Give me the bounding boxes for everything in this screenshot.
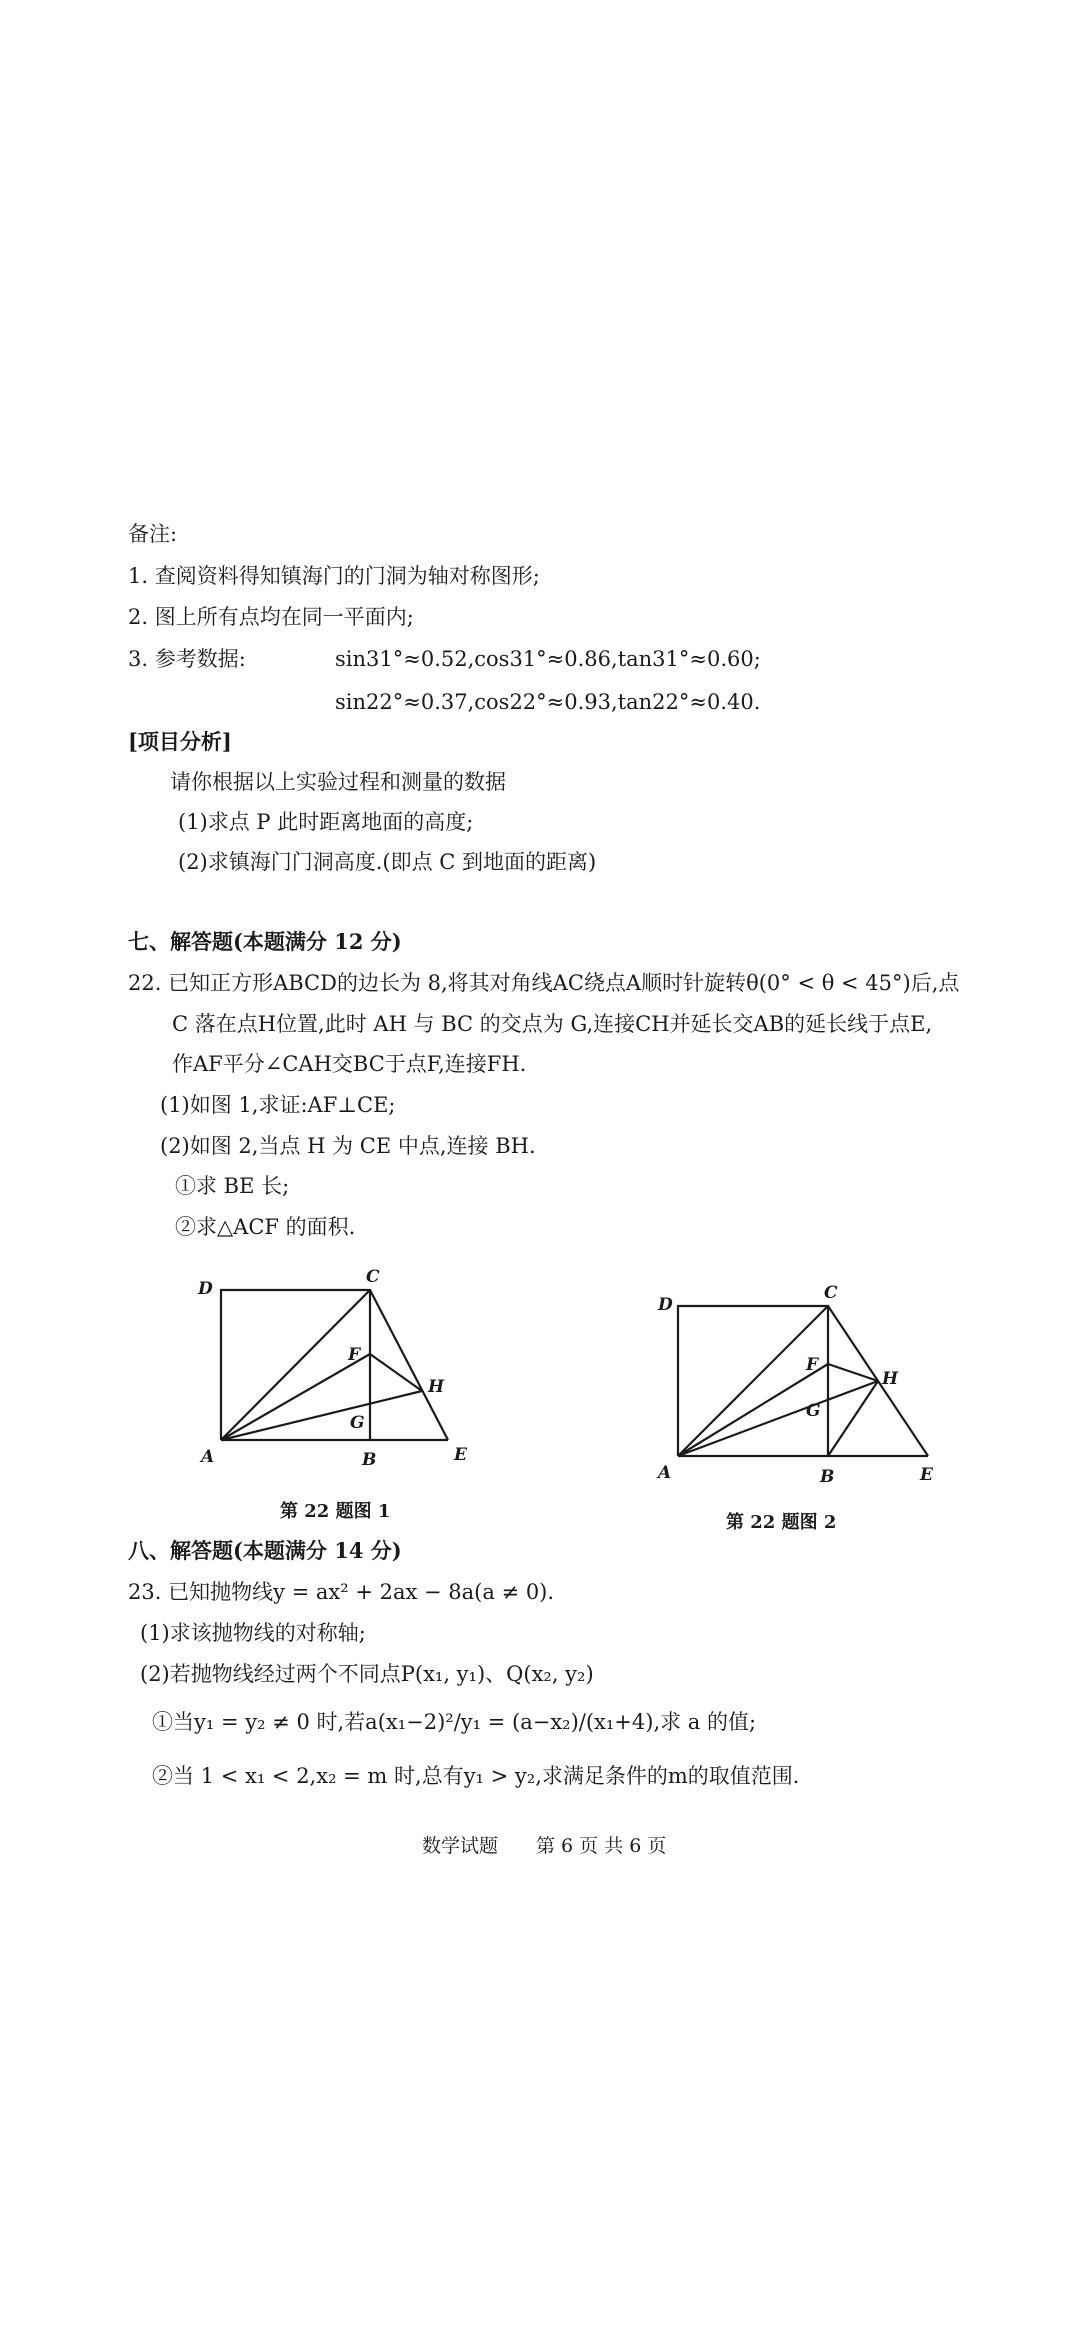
label-b: B <box>362 1450 377 1470</box>
notes-heading: 备注: <box>128 522 178 546</box>
label-d: D <box>658 1295 673 1315</box>
notes-item-2: 2. 图上所有点均在同一平面内; <box>128 605 414 629</box>
question-22-line-2: C 落在点H位置,此时 AH 与 BC 的交点为 G,连接CH并延长交AB的延长线于点E, <box>172 1012 933 1036</box>
question-22-part-1: (1)如图 1,求证:AF⊥CE; <box>160 1093 396 1117</box>
label-f: F <box>806 1355 819 1375</box>
label-g: G <box>806 1401 821 1421</box>
question-22-part-2a: ①求 BE 长; <box>175 1174 290 1198</box>
figure-1-caption: 第 22 题图 1 <box>280 1501 391 1522</box>
footer-page-number: 第 6 页 共 6 页 <box>536 1835 667 1857</box>
question-22-part-2b: ②求△ACF 的面积. <box>175 1215 356 1239</box>
question-22-part-2: (2)如图 2,当点 H 为 CE 中点,连接 BH. <box>160 1134 536 1158</box>
label-d: D <box>198 1279 213 1299</box>
segment-ac <box>221 1290 370 1440</box>
section-7-heading: 七、解答题(本题满分 12 分) <box>128 929 402 954</box>
reference-data-row-1: sin31°≈0.52,cos31°≈0.86,tan31°≈0.60; <box>335 647 761 671</box>
segment-fh <box>828 1364 878 1381</box>
label-h: H <box>882 1369 899 1389</box>
notes-item-3-label: 3. 参考数据: <box>128 647 246 671</box>
figure-2-caption: 第 22 题图 2 <box>726 1512 837 1533</box>
label-h: H <box>428 1377 445 1397</box>
question-23-part-2: (2)若抛物线经过两个不同点P(x₁, y₁)、Q(x₂, y₂) <box>140 1662 594 1686</box>
question-23-part-2a: ①当y₁ = y₂ ≠ 0 时,若a(x₁−2)²/y₁ = (a−x₂)/(x₁+4),求 a 的值; <box>152 1710 757 1734</box>
question-23-part-2b: ②当 1 < x₁ < 2,x₂ = m 时,总有y₁ > y₂,求满足条件的m的取值范围. <box>152 1764 800 1788</box>
label-f: F <box>348 1345 361 1365</box>
notes-item-1: 1. 查阅资料得知镇海门的门洞为轴对称图形; <box>128 564 540 588</box>
segment-ce <box>370 1290 448 1440</box>
question-22-line-1: 22. 已知正方形ABCD的边长为 8,将其对角线AC绕点A顺时针旋转θ(0° < θ < 45°)后,点 <box>128 971 960 995</box>
footer-subject: 数学试题 <box>422 1835 499 1857</box>
segment-af <box>221 1354 370 1440</box>
label-g: G <box>350 1413 365 1433</box>
segment-ah <box>221 1391 422 1440</box>
segment-ah <box>678 1381 878 1456</box>
label-e: E <box>454 1445 467 1465</box>
figure-22-2 <box>650 1278 950 1498</box>
segment-bh <box>828 1381 878 1456</box>
segment-fh <box>370 1354 422 1391</box>
label-e: E <box>920 1465 933 1485</box>
segment-ac <box>678 1306 828 1456</box>
label-a: A <box>658 1463 672 1483</box>
analysis-question-1: (1)求点 P 此时距离地面的高度; <box>178 810 474 834</box>
figure-22-1 <box>190 1260 490 1490</box>
analysis-heading: [项目分析] <box>128 729 232 754</box>
label-c: C <box>366 1267 380 1287</box>
analysis-question-2: (2)求镇海门门洞高度.(即点 C 到地面的距离) <box>178 850 597 874</box>
label-b: B <box>820 1467 835 1487</box>
question-23-part-1: (1)求该抛物线的对称轴; <box>140 1621 366 1645</box>
question-22-line-3: 作AF平分∠CAH交BC于点F,连接FH. <box>172 1052 527 1076</box>
label-a: A <box>201 1447 215 1467</box>
analysis-intro: 请你根据以上实验过程和测量的数据 <box>170 770 506 794</box>
section-8-heading: 八、解答题(本题满分 14 分) <box>128 1538 402 1563</box>
reference-data-row-2: sin22°≈0.37,cos22°≈0.93,tan22°≈0.40. <box>335 690 761 714</box>
label-c: C <box>824 1283 838 1303</box>
question-23-line-1: 23. 已知抛物线y = ax² + 2ax − 8a(a ≠ 0). <box>128 1580 555 1604</box>
